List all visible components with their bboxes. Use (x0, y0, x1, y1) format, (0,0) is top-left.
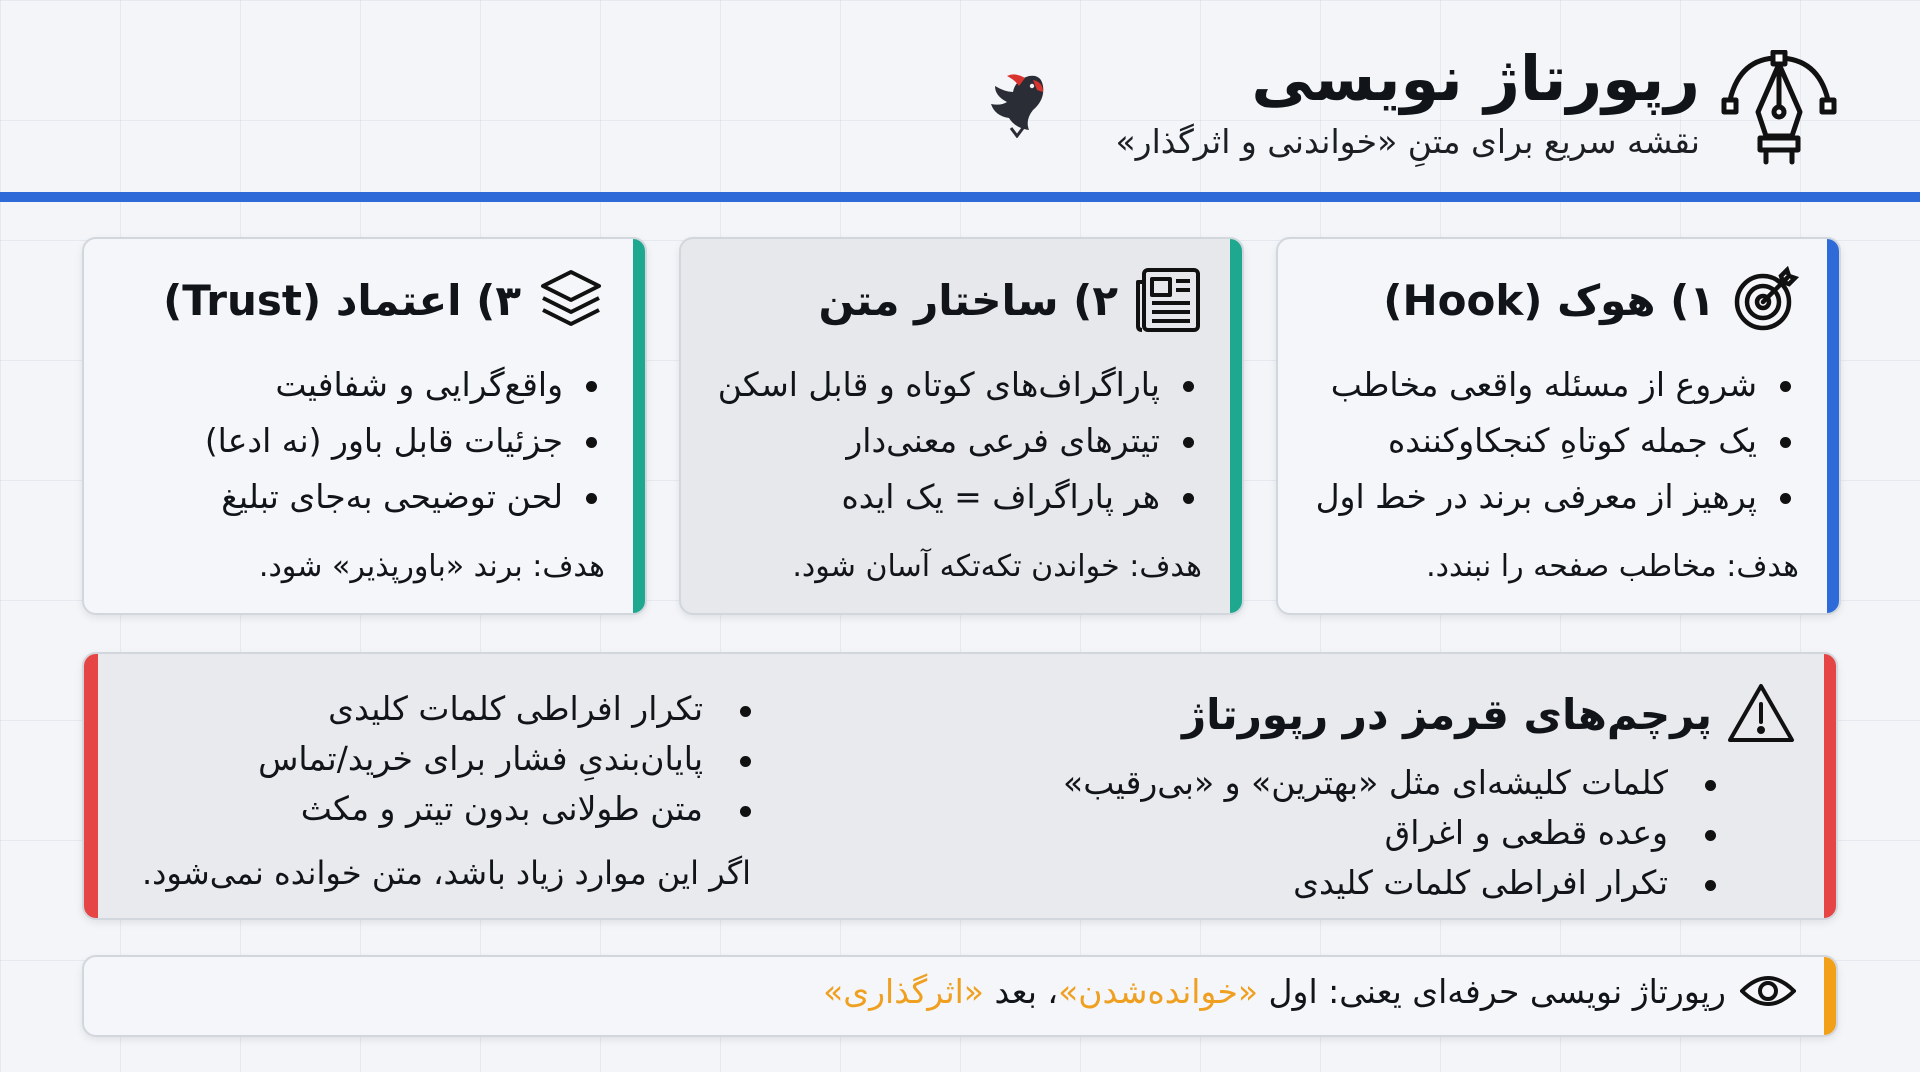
list-item: شروع از مسئله واقعی مخاطب (1316, 357, 1791, 413)
bird-logo (985, 70, 1047, 138)
flags-accent-right (1824, 654, 1836, 918)
trust-accent-bar (633, 239, 645, 613)
hook-accent-bar (1827, 239, 1839, 613)
structure-goal: هدف: خواندن تکه‌تکه آسان شود. (792, 549, 1202, 584)
trust-title: ۳) اعتماد (Trust) (163, 275, 521, 325)
banner-accent-bar (1824, 957, 1836, 1035)
trust-goal: هدف: برند «باورپذیر» شود. (258, 549, 605, 584)
target-icon (1731, 266, 1799, 334)
hook-goal: هدف: مخاطب صفحه را نبندد. (1426, 549, 1799, 584)
hook-card (1276, 237, 1841, 615)
flags-accent-left (84, 654, 98, 918)
page-title: رپورتاژ نویسی (1251, 42, 1700, 115)
structure-accent-bar (1230, 239, 1242, 613)
list-item: پرهیز از معرفی برند در خط اول (1316, 469, 1791, 525)
red-flags-panel (82, 652, 1838, 920)
list-item: تکرار افراطی کلمات کلیدی (1063, 858, 1716, 908)
list-item: تیترهای فرعی معنی‌دار (718, 413, 1194, 469)
list-item: وعده قطعی و اغراق (1063, 808, 1716, 858)
structure-list (718, 357, 1194, 525)
warning-icon (1726, 682, 1796, 746)
banner-highlight-read: «خوانده‌شدن» (1058, 971, 1259, 1011)
list-item: تکرار افراطی کلمات کلیدی (258, 684, 751, 734)
header-divider (0, 192, 1920, 202)
header (0, 0, 1920, 200)
list-item: جزئیات قابل باور (نه ادعا) (205, 413, 597, 469)
list-item: واقع‌گرایی و شفافیت (205, 357, 597, 413)
list-item: پاراگراف‌های کوتاه و قابل اسکن (718, 357, 1194, 413)
list-item: متن طولانی بدون تیتر و مکث (258, 784, 751, 834)
structure-title: ۲) ساختار متن (818, 275, 1118, 325)
page-subtitle: نقشه سریع برای متنِ «خواندنی و اثرگذار» (1115, 122, 1700, 161)
pen-tool-icon (1720, 50, 1840, 170)
flags-list-right (1063, 758, 1716, 908)
eye-icon (1740, 971, 1796, 1011)
banner-text-prefix: رپورتاژ نویسی حرفه‌ای یعنی: اول (1258, 971, 1726, 1011)
banner-text (823, 972, 1726, 1011)
hook-title: ۱) هوک (Hook) (1383, 275, 1715, 325)
layers-icon (537, 266, 605, 334)
summary-banner (82, 955, 1838, 1037)
flags-note: اگر این موارد زیاد باشد، متن خوانده نمی‌شود. (141, 854, 751, 892)
flags-title: پرچم‌های قرمز در رپورتاژ (1181, 689, 1712, 739)
flags-list-left (258, 684, 751, 834)
list-item: یک جمله کوتاهِ کنجکاوکننده (1316, 413, 1791, 469)
list-item: هر پاراگراف = یک ایده (718, 469, 1194, 525)
list-item: لحن توضیحی به‌جای تبلیغ (205, 469, 597, 525)
list-item: پایان‌بندیِ فشار برای خرید/تماس (258, 734, 751, 784)
trust-card (82, 237, 647, 615)
list-item: کلمات کلیشه‌ای مثل «بهترین» و «بی‌رقیب» (1063, 758, 1716, 808)
trust-list (205, 357, 597, 525)
hook-list (1316, 357, 1791, 525)
banner-text-mid: ، بعد (984, 971, 1059, 1011)
structure-card (679, 237, 1244, 615)
newspaper-icon (1134, 266, 1202, 334)
banner-highlight-impact: «اثرگذاری» (823, 971, 984, 1011)
